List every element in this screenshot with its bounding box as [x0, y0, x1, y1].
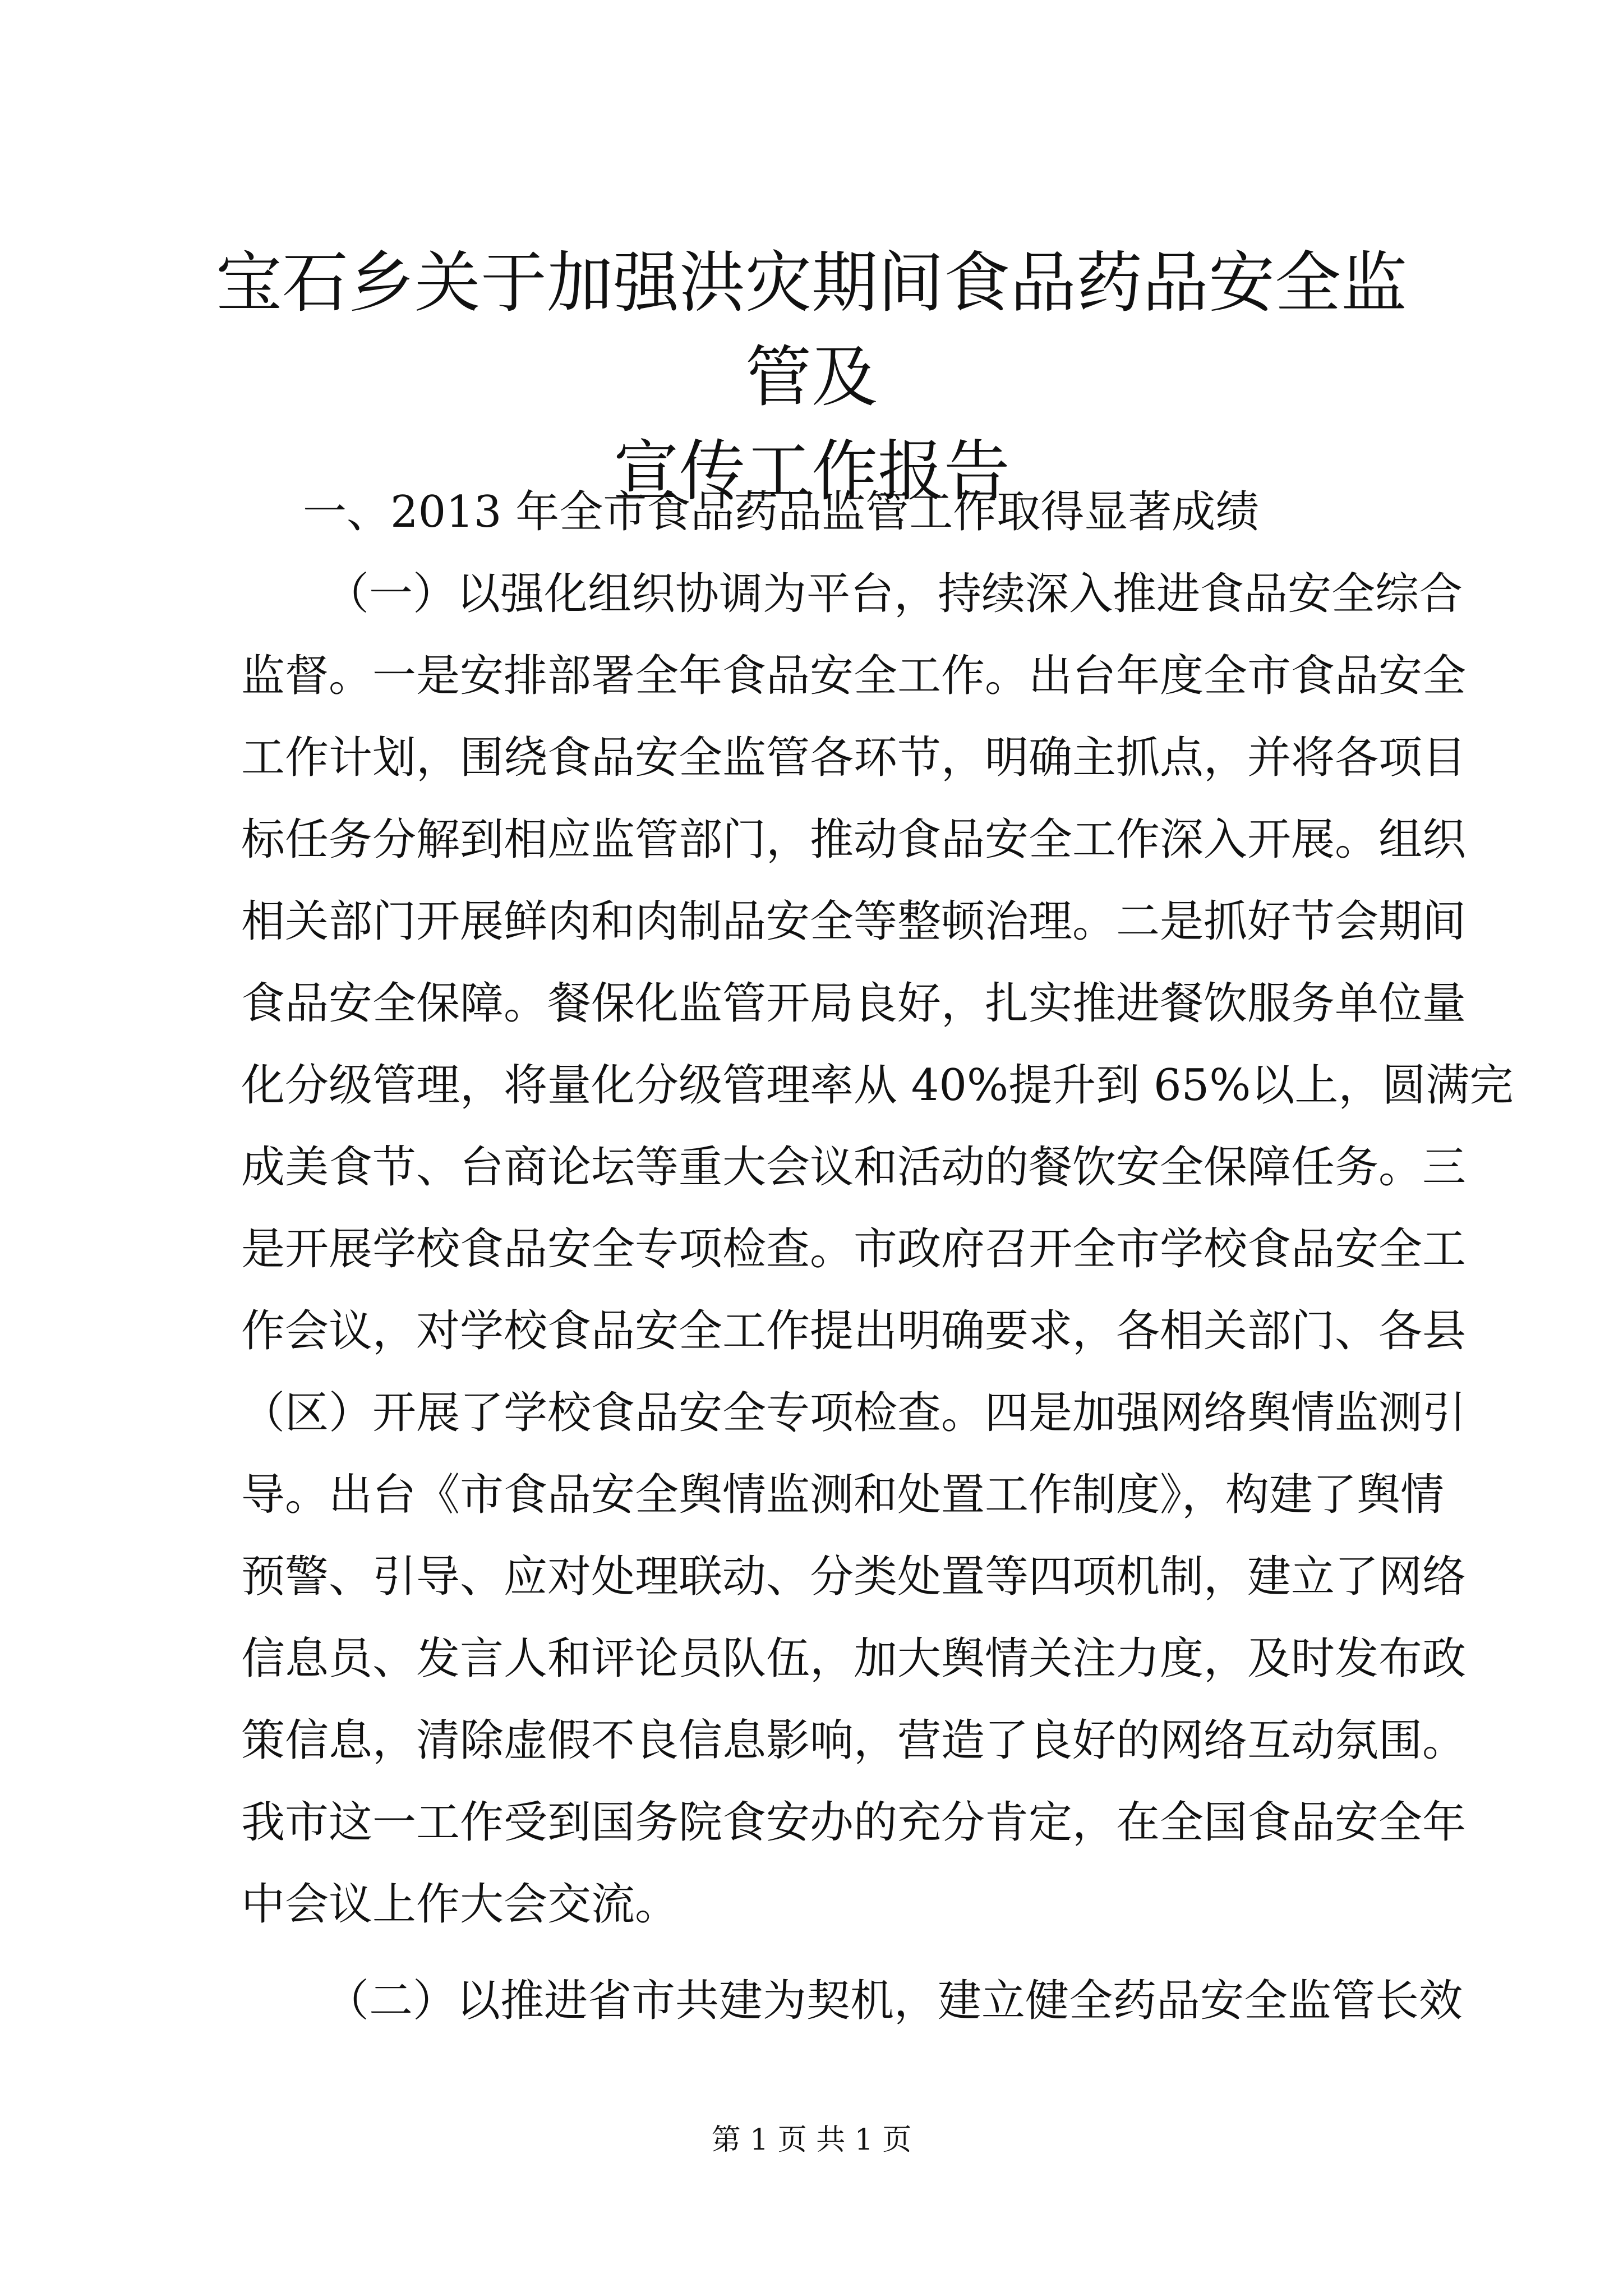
paragraph-1-line: 策信息，清除虚假不良信息影响，营造了良好的网络互动氛围。: [241, 1715, 1467, 1766]
title-line-2: 宣传工作报告: [612, 432, 1010, 510]
paragraph-1-line: 预警、引导、应对处理联动、分类处置等四项机制，建立了网络: [241, 1552, 1467, 1602]
page-footer: 第 1 页 共 1 页: [711, 2123, 912, 2157]
paragraph-1-line: （区）开展了学校食品安全专项检查。四是加强网络舆情监测引: [241, 1388, 1467, 1438]
paragraph-1-line: 工作计划，围绕食品安全监管各环节，明确主抓点，并将各项目: [241, 733, 1467, 783]
paragraph-spacer: [241, 1945, 1424, 1960]
section-heading: 一、2013 年全市食品药品监管工作取得显著成绩: [303, 487, 1260, 537]
paragraph-1-line: 作会议，对学校食品安全工作提出明确要求，各相关部门、各县: [241, 1306, 1467, 1356]
paragraph-1-line: 相关部门开展鲜肉和肉制品安全等整顿治理。二是抓好节会期间: [241, 896, 1467, 947]
paragraph-1-line: 监督。一是安排部署全年食品安全工作。出台年度全市食品安全: [241, 651, 1467, 701]
paragraph-1-line: 中会议上作大会交流。: [241, 1879, 679, 1930]
paragraph-1-line: 是开展学校食品安全专项检查。市政府召开全市学校食品安全工: [241, 1224, 1467, 1274]
title-line-1: 宝石乡关于加强洪灾期间食品药品安全监管及: [215, 244, 1407, 416]
paragraph-1-line: 化分级管理，将量化分级管理率从 40%提升到 65%以上，圆满完: [241, 1060, 1514, 1111]
paragraph-1-line: 我市这一工作受到国务院食安办的充分肯定，在全国食品安全年: [241, 1797, 1467, 1848]
paragraph-1-line: 导。出台《市食品安全舆情监测和处置工作制度》，构建了舆情: [241, 1470, 1445, 1520]
paragraph-1-line: 食品安全保障。餐保化监管开局良好，扎实推进餐饮服务单位量: [241, 978, 1467, 1029]
paragraph-1-line: （一）以强化组织协调为平台，持续深入推进食品安全综合: [325, 569, 1463, 619]
document-body: [241, 471, 1514, 2042]
paragraph-1-line: 信息员、发言人和评论员队伍，加大舆情关注力度，及时发布政: [241, 1634, 1467, 1684]
paragraph-2-line: （二）以推进省市共建为契机，建立健全药品安全监管长效: [325, 1976, 1463, 2026]
paragraph-1-line: 成美食节、台商论坛等重大会议和活动的餐饮安全保障任务。三: [241, 1142, 1467, 1193]
paragraph-1-line: 标任务分解到相应监管部门，推动食品安全工作深入开展。组织: [241, 815, 1467, 865]
